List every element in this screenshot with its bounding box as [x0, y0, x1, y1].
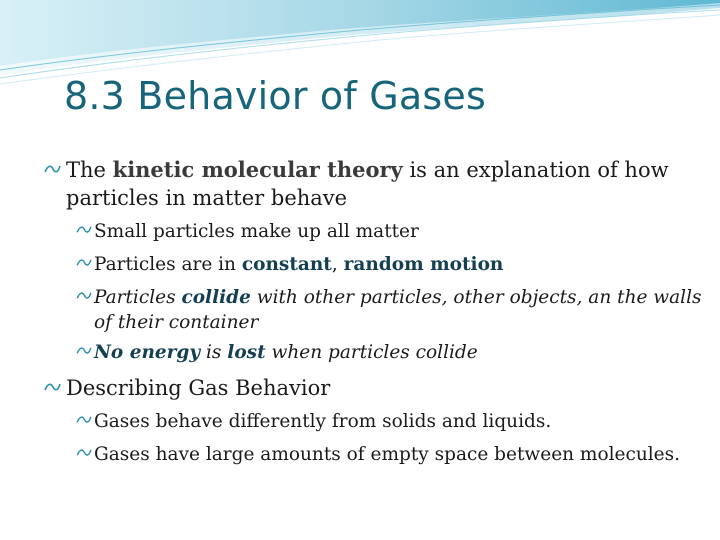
gas-behavior-heading: Describing Gas Behavior — [66, 376, 331, 400]
point-empty-space: Gases have large amounts of empty space between molecules. — [94, 444, 680, 465]
bullet-constant-motion — [44, 252, 704, 277]
point-energy-mid: is — [200, 342, 228, 363]
wave-bullet-icon — [76, 258, 92, 268]
term-lost: lost — [227, 342, 266, 363]
term-collide: collide — [181, 287, 251, 308]
wave-bullet-icon — [76, 346, 92, 356]
bullet-kinetic-molecular-theory — [44, 156, 704, 212]
wave-bullet-icon — [44, 382, 61, 393]
wave-bullet-icon — [44, 164, 61, 175]
point-collide-before: Particles — [94, 287, 182, 308]
kmt-term: kinetic molecular theory — [112, 157, 403, 182]
bullet-empty-space — [44, 442, 704, 467]
point-gases-behave: Gases behave differently from solids and liquids. — [94, 411, 552, 432]
wave-bullet-icon — [76, 225, 92, 235]
term-constant: constant — [241, 254, 332, 275]
bullet-particles-collide — [44, 285, 704, 335]
point-energy-after: when particles collide — [265, 342, 478, 363]
term-no-energy: No energy — [94, 342, 201, 363]
bullet-no-energy-lost — [44, 340, 704, 365]
point-collide-after: with other particles, other objects, an the walls of their container — [94, 287, 702, 333]
slide-title: 8.3 Behavior of Gases — [64, 74, 486, 118]
slide-content — [44, 156, 704, 467]
wave-bullet-icon — [76, 291, 92, 301]
kmt-suffix: is an explanation of how particles in matter behave — [66, 158, 669, 210]
point-motion-sep: , — [331, 254, 344, 275]
wave-bullet-icon — [76, 448, 92, 458]
bullet-describing-gas-behavior — [44, 374, 704, 402]
kmt-prefix: The — [66, 158, 113, 182]
point-motion-before: Particles are in — [94, 254, 242, 275]
term-random-motion: random motion — [343, 254, 504, 275]
bullet-gases-behave-differently — [44, 409, 704, 434]
point-small-particles: Small particles make up all matter — [94, 221, 419, 242]
wave-bullet-icon — [76, 415, 92, 425]
bullet-small-particles — [44, 219, 704, 244]
